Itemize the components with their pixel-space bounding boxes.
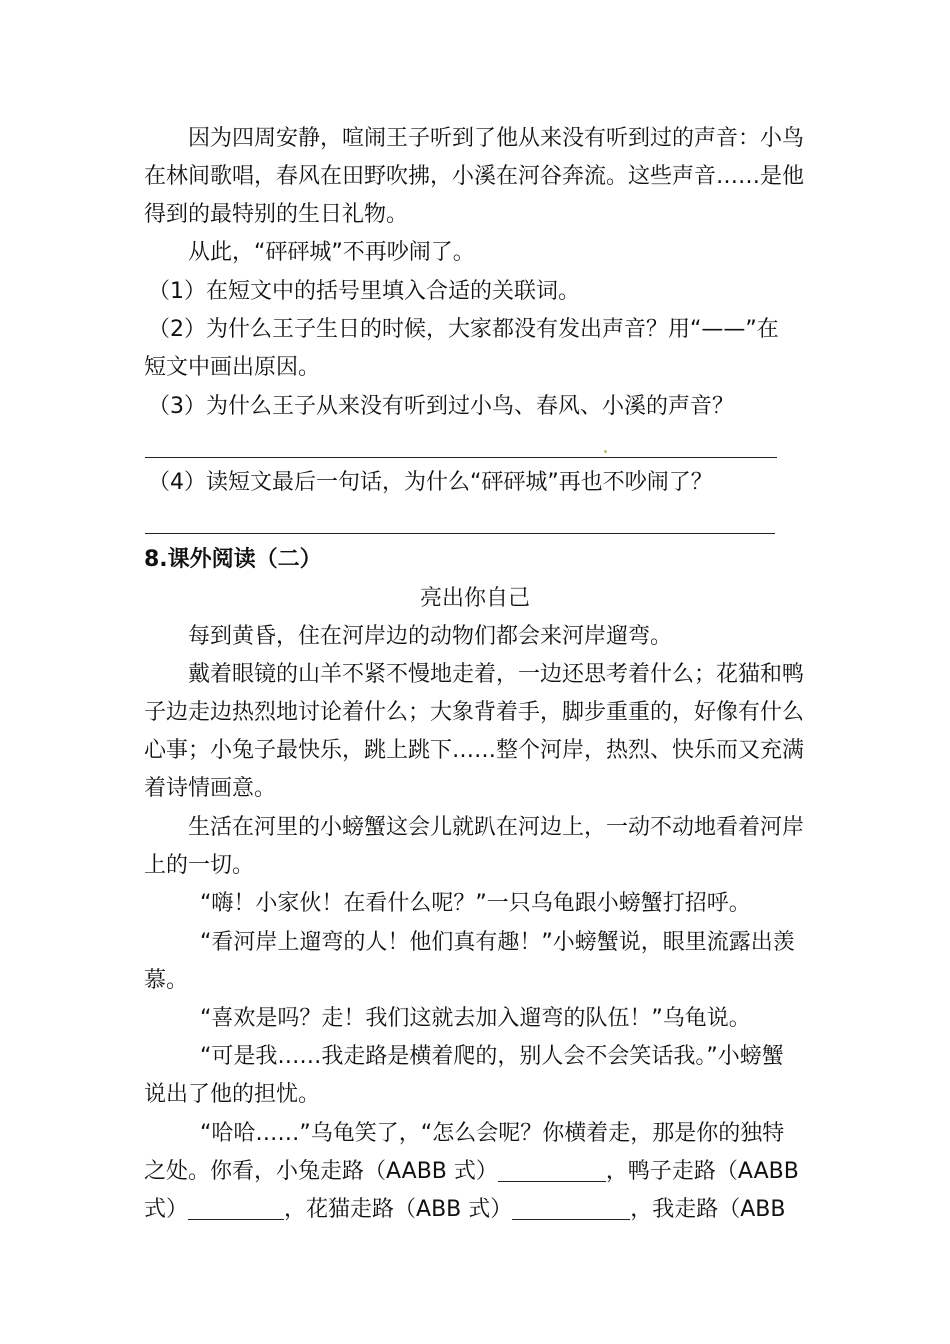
- fill-text: 式）: [144, 1197, 189, 1222]
- blank-rabbit-walk[interactable]: [498, 1159, 606, 1182]
- paragraph-line: 在林间歌唱，春风在田野吹拂，小溪在河谷奔流。这些声音……是他: [144, 164, 805, 189]
- story-line: 上的一切。: [144, 853, 255, 878]
- question-2: （2）为什么王子生日的时候，大家都没有发出声音？用“——”在: [148, 317, 779, 342]
- story-line: 生活在河里的小螃蟹这会儿就趴在河边上，一动不动地看着河岸: [188, 815, 805, 840]
- fill-blank-line: [144, 1157, 799, 1187]
- story-line: “嗨！小家伙！在看什么呢？”一只乌龟跟小螃蟹打招呼。: [200, 891, 751, 916]
- fill-blank-line: [144, 1195, 786, 1225]
- fill-text: ，我走路（ABB: [630, 1197, 786, 1222]
- story-line: “可是我……我走路是横着爬的，别人会不会笑话我。”小螃蟹: [200, 1044, 784, 1069]
- paragraph-line: 从此，“砰砰城”不再吵闹了。: [188, 240, 475, 265]
- story-line: “喜欢是吗？走！我们这就去加入遛弯的队伍！”乌龟说。: [200, 1006, 751, 1031]
- story-line: 戴着眼镜的山羊不紧不慢地走着，一边还思考着什么；花猫和鸭: [188, 662, 805, 687]
- story-line: 子边走边热烈地讨论着什么；大象背着手，脚步重重的，好像有什么: [144, 700, 805, 725]
- story-line: 每到黄昏，住在河岸边的动物们都会来河岸遛弯。: [188, 624, 673, 649]
- story-line: “哈哈……”乌龟笑了，“怎么会呢？你横着走，那是你的独特: [200, 1121, 785, 1146]
- story-line: 着诗情画意。: [144, 776, 277, 801]
- answer-line-3[interactable]: [145, 457, 777, 458]
- story-line: “看河岸上遛弯的人！他们真有趣！”小螃蟹说，眼里流露出羡: [200, 930, 795, 955]
- paragraph-line: 因为四周安静，喧闹王子听到了他从来没有听到过的声音：小鸟: [188, 126, 805, 151]
- question-2-continued: 短文中画出原因。: [144, 355, 321, 380]
- fill-text: 之处。你看，小兔走路（AABB 式）: [144, 1159, 498, 1184]
- story-line: 慕。: [144, 968, 189, 993]
- story-line: 说出了他的担忧。: [144, 1082, 321, 1107]
- section-heading: 8.课外阅读（二）: [144, 547, 322, 572]
- decorative-dot: [604, 450, 607, 453]
- fill-text: ，花猫走路（ABB 式）: [284, 1197, 513, 1222]
- question-4: （4）读短文最后一句话，为什么“砰砰城”再也不吵闹了？: [148, 470, 713, 495]
- fill-text: ，鸭子走路（AABB: [605, 1159, 799, 1184]
- blank-cat-walk[interactable]: [512, 1197, 630, 1220]
- paragraph-line: 得到的最特别的生日礼物。: [144, 202, 409, 227]
- question-1: （1）在短文中的括号里填入合适的关联词。: [148, 279, 580, 304]
- blank-duck-walk[interactable]: [188, 1197, 284, 1220]
- answer-line-4[interactable]: [145, 533, 775, 534]
- story-line: 心事；小兔子最快乐，跳上跳下……整个河岸，热烈、快乐而又充满: [144, 738, 805, 763]
- question-3: （3）为什么王子从来没有听到过小鸟、春风、小溪的声音？: [148, 394, 734, 419]
- story-title: 亮出你自己: [419, 586, 530, 611]
